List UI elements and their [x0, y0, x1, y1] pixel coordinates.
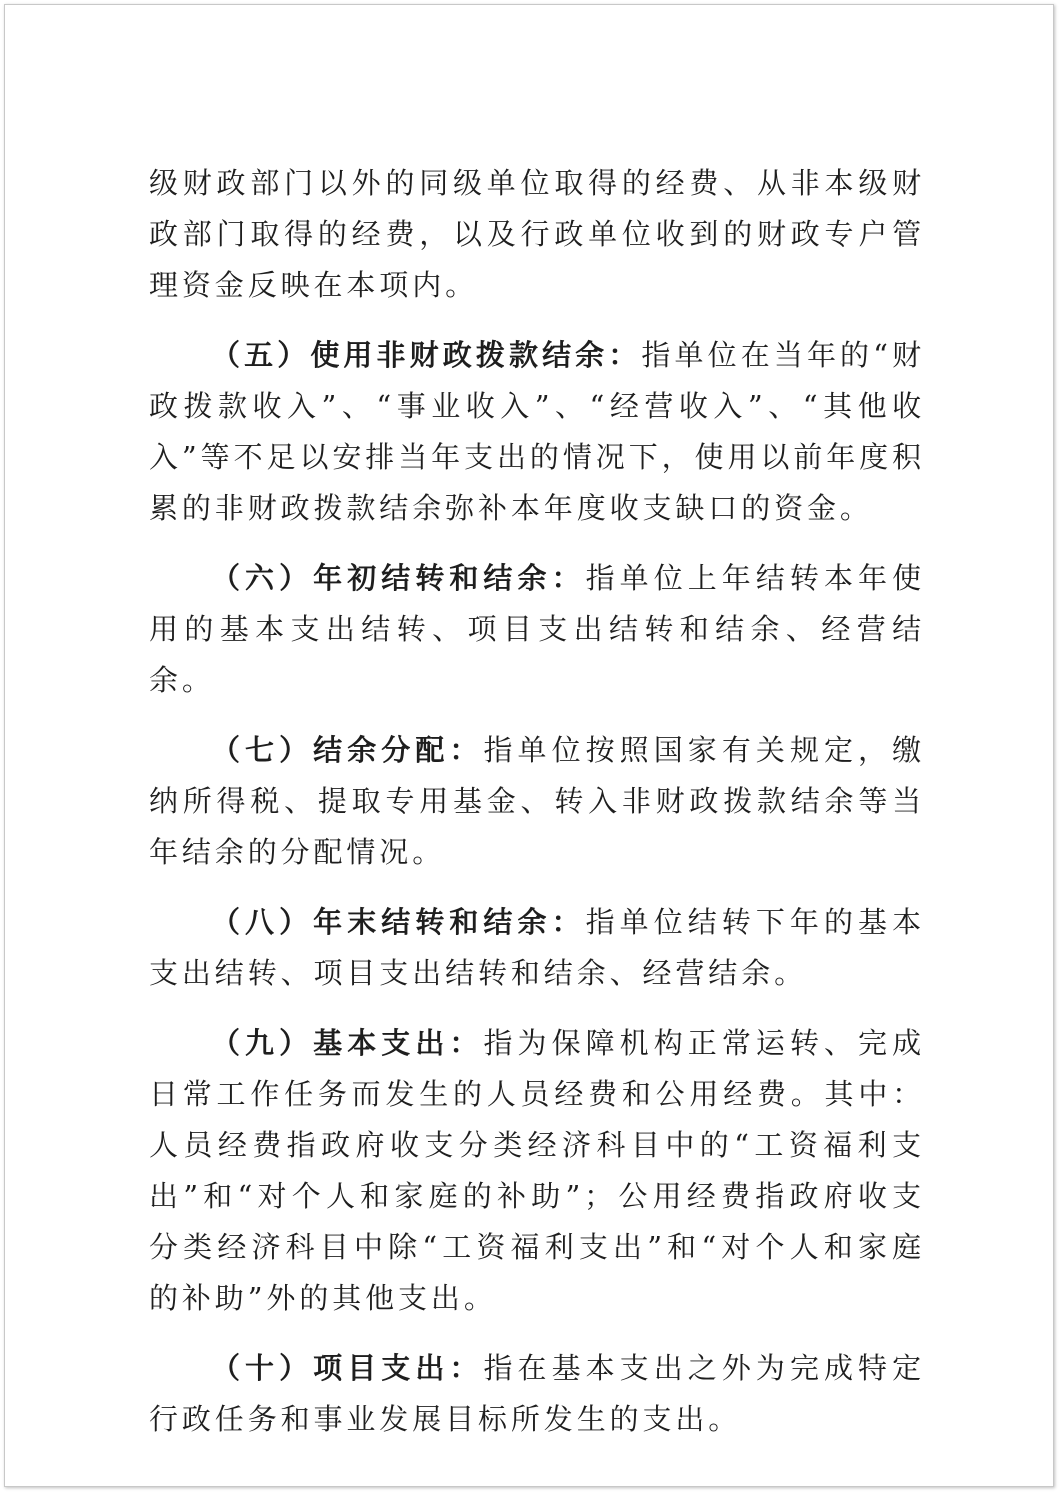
paragraph-item-9	[149, 1018, 925, 1324]
paragraph-text: 级财政部门以外的同级单位取得的经费、从非本级财政部门取得的经费，以及行政单位收到的财政专户管理资金反映在本项内。	[149, 166, 925, 302]
paragraph-text: 指单位上年结转本年使用的基本支出结转、项目支出结转和结余、经营结余。	[149, 561, 925, 697]
paragraph-item-10	[149, 1343, 925, 1445]
paragraph-item-5	[149, 330, 925, 534]
paragraph-text: 指单位在当年的“财政拨款收入”、“事业收入”、“经营收入”、“其他收入”等不足以安排当年支出的情况下，使用以前年度积累的非财政拨款结余弥补本年度收支缺口的资金。	[149, 338, 925, 525]
term-heading: （六）年初结转和结余：	[211, 561, 586, 595]
paragraph-text: 指单位按照国家有关规定，缴纳所得税、提取专用基金、转入非财政拨款结余等当年结余的分配情况。	[149, 733, 926, 869]
term-heading: （七）结余分配：	[211, 733, 484, 767]
paragraph-text: 指为保障机构正常运转、完成日常工作任务而发生的人员经费和公用经费。其中：人员经费指政府收支分类经济科目中的“工资福利支出”和“对个人和家庭的补助”；公用经费指政府收支分类经济科目中除“工资福利支出”和“对个人和家庭的补助”外的其他支出。	[149, 1026, 926, 1315]
paragraph-text: 指在基本支出之外为完成特定行政任务和事业发展目标所发生的支出。	[149, 1351, 926, 1436]
paragraph-item-8	[149, 897, 925, 999]
term-heading: （五）使用非财政拨款结余：	[211, 338, 642, 372]
paragraph-text: 指单位结转下年的基本支出结转、项目支出结转和结余、经营结余。	[149, 905, 925, 990]
document-body	[149, 158, 925, 1464]
term-heading: （八）年末结转和结余：	[211, 905, 586, 939]
term-heading: （十）项目支出：	[211, 1351, 484, 1385]
term-heading: （九）基本支出：	[211, 1026, 484, 1060]
paragraph-item-6	[149, 553, 925, 706]
paragraph-continuation	[149, 158, 925, 311]
paragraph-item-7	[149, 725, 925, 878]
document-page	[4, 4, 1054, 1487]
